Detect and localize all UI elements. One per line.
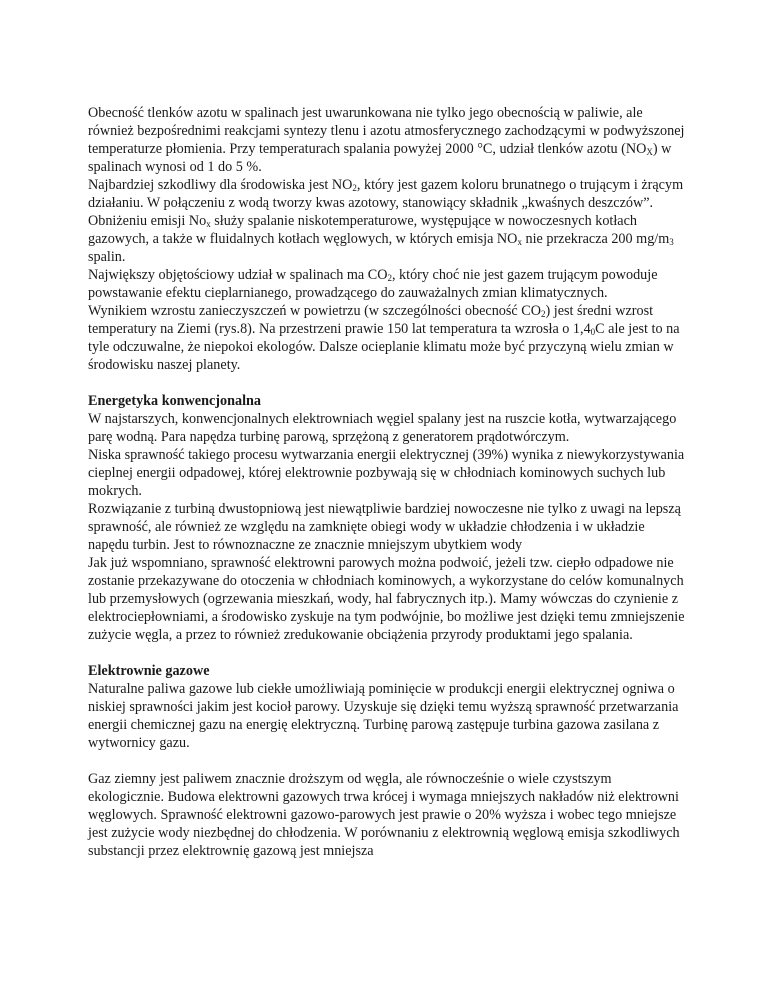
section2-paragraph-2: Gaz ziemny jest paliwem znacznie droższym od węgla, ale równocześnie o wiele czystszym ekologicznie. Budowa elektrowni gazowych trwa krócej i wymaga mniejszych nakładów niż elektrowni węglowych. Sprawność elektrowni gazowo-parowych jest prawie o 20% wyższa i wobec tego mniejsze jest zużycie wody niezbędnej do chłodzenia. W porównaniu z elektrownią węglową emisja szkodliwych substancji przez elektrownię gazową jest mniejsza [88, 771, 680, 859]
text-run: Najbardziej szkodliwy dla środowiska jest NO [88, 177, 353, 193]
spacer [88, 752, 688, 770]
text-run: C ale jest to na tyle odczuwalne, że niepokoi ekologów. Dalsze ocieplanie klimatu może być przyczyną wielu zmian w środowisku naszej planety. [88, 321, 680, 373]
text-run: Obecność tlenków azotu w spalinach jest uwarunkowana nie tylko jego obecnością w paliwie, ale również bezpośrednimi reakcjami syntezy tlenu i azotu atmosferycznego zachodzącymi w podwyższonej temperaturze płomienia. Przy temperaturach spalania powyżej 2000 °C, udział tlenków azotu (NO [88, 105, 685, 157]
intro-paragraph-4 [88, 302, 688, 374]
document-page [88, 104, 688, 860]
section2-paragraph-1: Naturalne paliwa gazowe lub ciekłe umożliwiają pominięcie w produkcji energii elektrycznej ogniwa o niskiej sprawności jakim jest kocioł parowy. Uzyskuje się dzięki temu wyższą sprawność przetwarzania energii chemicznej gazu na energię elektryczną. Turbinę parową zastępuje turbina gazowa zasilana z wytwornicy gazu. [88, 681, 679, 751]
section1-paragraph-2: Niska sprawność takiego procesu wytwarzania energii elektrycznej (39%) wynika z niewykorzystywania cieplnej energii odpadowej, której elektrownie pozbywają się w chłodniach kominowych suchych lub mokrych. [88, 447, 685, 499]
subscript: x [517, 237, 522, 247]
subscript: 0 [590, 327, 596, 337]
text-run: Wynikiem wzrostu zanieczyszczeń w powietrzu (w szczególności obecność CO [88, 303, 541, 319]
section-heading-conventional: Energetyka konwencjonalna [88, 393, 262, 409]
subscript: 2 [540, 309, 546, 319]
intro-paragraph-1 [88, 104, 688, 176]
text-run: , który jest gazem koloru brunatnego o trującym i żrącym działaniu. W połączeniu z wodą tworzy kwas azotowy, stanowiący składnik „kwaśnych deszczów”. Obniżeniu emisji No [88, 177, 684, 229]
text-run: służy spalanie niskotemperaturowe, występujące w nowoczesnych kotłach gazowych, a także w fluidalnych kotłach węglowych, w których emisja NO [88, 213, 637, 247]
subscript: 2 [352, 183, 357, 193]
spacer [88, 374, 688, 392]
text-run: , który choć nie jest gazem trującym powoduje powstawanie efektu cieplarnianego, prowadzącego do zauważalnych zmian klimatycznych. [88, 267, 658, 301]
intro-paragraph-2 [88, 176, 688, 266]
section-heading-gas: Elektrownie gazowe [88, 663, 210, 679]
text-run: nie przekracza 200 mg/m [521, 231, 670, 247]
intro-paragraph-3 [88, 266, 688, 302]
spacer [88, 644, 688, 662]
subscript: x [206, 219, 211, 229]
subscript: X [646, 147, 653, 157]
section1-paragraph-4: Jak już wspomniano, sprawność elektrowni parowych można podwoić, jeżeli tzw. ciepło odpadowe nie zostanie przekazywane do otoczenia w chłodniach kominowych, a wykorzystane do celów komunalnych lub przemysłowych (ogrzewania mieszkań, wody, hal fabrycznych itp.). Mamy wówczas do czynienie z elektrociepłowniami, a środowisko zyskuje na tym podwójnie, bo możliwe jest dzięki temu zmniejszenie zużycie węgla, a przez to również zredukowanie obciążenia przyrody produktami jego spalania. [88, 555, 685, 643]
section1-paragraph-3: Rozwiązanie z turbiną dwustopniową jest niewątpliwie bardziej nowoczesne nie tylko z uwagi na lepszą sprawność, ale również ze względu na zamknięte obiegi wody w układzie chłodzenia i w układzie napędu turbin. Jest to równoznaczne ze znacznie mniejszym ubytkiem wody [88, 501, 681, 553]
text-run: ) w spalinach wynosi od 1 do 5 %. [88, 141, 672, 175]
subscript: 3 [669, 237, 674, 247]
text-run: spalin. [88, 249, 126, 265]
text-run: ) jest średni wzrost temperatury na Ziemi (rys.8). Na przestrzeni prawie 150 lat temperatura ta wzrosła o 1,4 [88, 303, 654, 337]
text-run: Największy objętościowy udział w spalinach ma CO [88, 267, 388, 283]
section1-paragraph-1: W najstarszych, konwencjonalnych elektrowniach węgiel spalany jest na ruszcie kotła, wytwarzającego parę wodną. Para napędza turbinę parową, sprzężoną z generatorem prądotwórczym. [88, 411, 677, 445]
subscript: 2 [387, 273, 392, 283]
